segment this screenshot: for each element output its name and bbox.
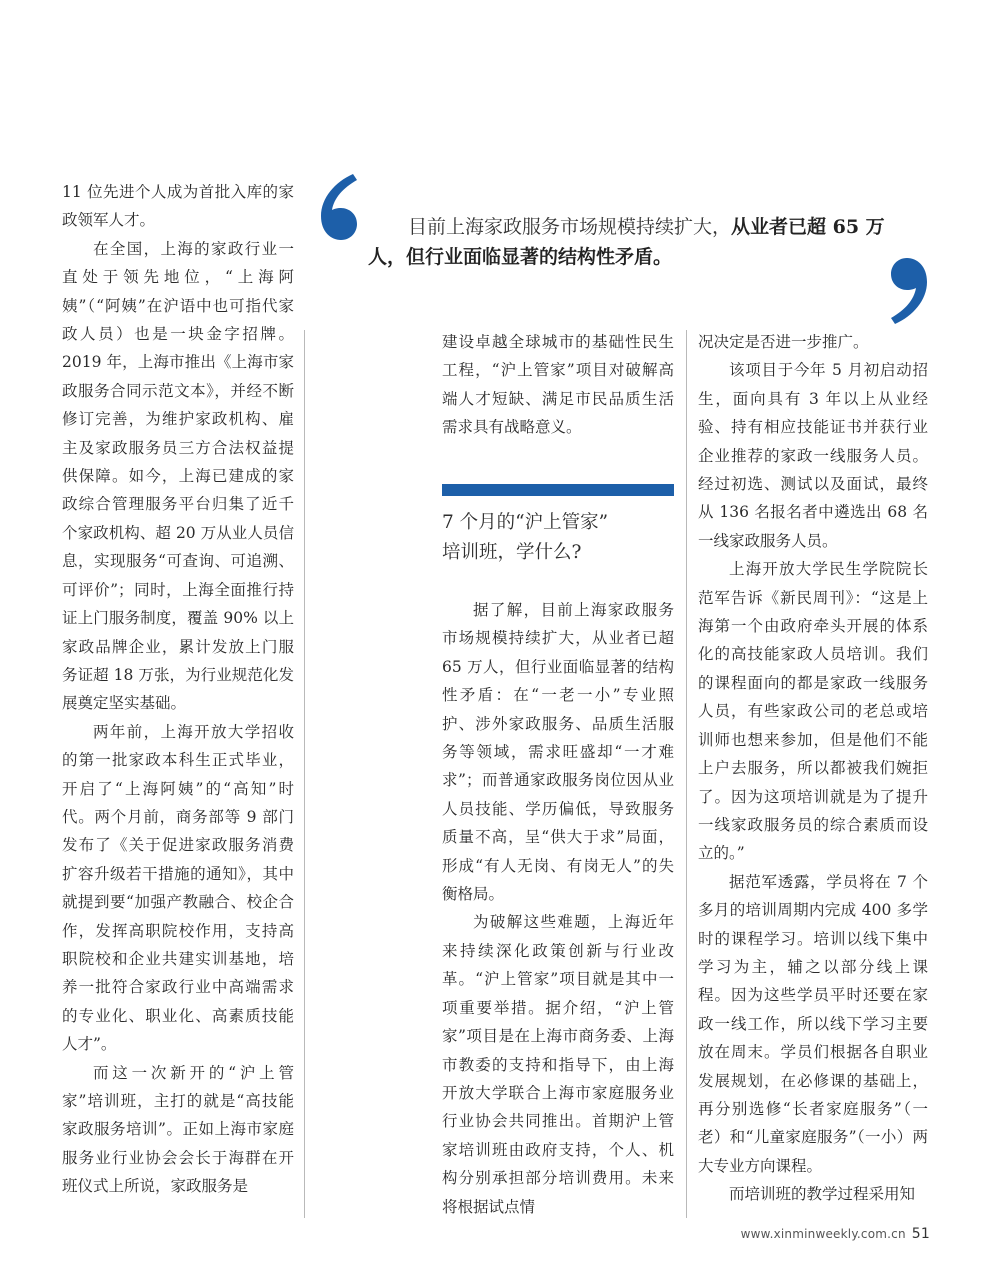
- col3-paragraph-3: 上海开放大学民生学院院长范军告诉《新民周刊》：“这是上海第一个由政府牵头开展的体系化的高技能家政人员培训。我们的课程面向的都是家政一线服务人员，有些家政公司的老总或培训师也想来参加，但是他们不能上户去服务，所以都被我们婉拒了。因为这项培训就是为了提升一线家政服务员的综合素质而设立的。”: [698, 560, 928, 863]
- pull-quote-bold: 从业者已超 65 万人，但行业面临显著的结构性矛盾。: [368, 216, 885, 268]
- column-divider-2: [686, 330, 687, 1218]
- open-quote-icon: [313, 168, 361, 246]
- column-2-body: [442, 596, 674, 1221]
- page-number: 51: [911, 1226, 930, 1242]
- col2b-paragraph-2: 为破解这些难题，上海近年来持续深化政策创新与行业改革。“沪上管家”项目就是其中一项重要举措。据介绍，“沪上管家”项目是在上海市商务委、上海市教委的支持和指导下，由上海开放大学联合上海市家庭服务业行业协会共同推出。首期沪上管家培训班由政府支持，个人、机构分别承担部分培训费用。未来将根据试点情: [442, 913, 674, 1216]
- col2-paragraph-1: 建设卓越全球城市的基础性民生工程，“沪上管家”项目对破解高端人才短缺、满足市民品质生活需求具有战略意义。: [442, 333, 674, 437]
- col1-paragraph-3: 两年前，上海开放大学招收的第一批家政本科生正式毕业，开启了“上海阿姨”的“高知”时代。两个月前，商务部等 9 部门发布了《关于促进家政服务消费扩容升级若干措施的通知》，其中就提到要“加强产教融合、校企合作，发挥高职院校作用，支持高职院校和企业共建实训基地，培养一批符合家政行业中高端需求的专业化、职业化、高素质技能人才”。: [62, 722, 294, 1054]
- column-divider-1: [304, 330, 305, 1218]
- subheading-line-2: 培训班，学什么?: [442, 542, 582, 563]
- pull-quote: [368, 212, 908, 272]
- column-3: [698, 328, 928, 1209]
- pull-quote-lead: 目前上海家政服务市场规模持续扩大，: [408, 216, 732, 238]
- subheading-line-1: 7 个月的“沪上管家”: [442, 512, 609, 533]
- col3-paragraph-1: 况决定是否进一步推广。: [698, 333, 869, 351]
- page-footer: [741, 1226, 930, 1242]
- col1-paragraph-1: 11 位先进个人成为首批入库的家政领军人才。: [62, 183, 294, 230]
- col1-paragraph-4: 而这一次新开的“沪上管家”培训班，主打的就是“高技能家政服务培训”。正如上海市家庭服务业行业协会会长于海群在开班仪式上所说，家政服务是: [62, 1063, 294, 1196]
- column-1: [62, 178, 294, 1201]
- footer-url[interactable]: www.xinminweekly.com.cn: [740, 1227, 906, 1241]
- subhead-bar: [442, 484, 674, 496]
- column-2-top: [442, 328, 674, 442]
- col3-paragraph-2: 该项目于今年 5 月初启动招生，面向具有 3 年以上从业经验、持有相应技能证书并获行业企业推荐的家政一线服务人员。经过初选、测试以及面试，最终从 136 名报名者中遴选出 68 名一线家政服务人员。: [698, 361, 928, 550]
- col2b-paragraph-1: 据了解，目前上海家政服务市场规模持续扩大，从业者已超 65 万人，但行业面临显著的结构性矛盾：在“一老一小”专业照护、涉外家政服务、品质生活服务等领域，需求旺盛却“一才难求”；而普通家政服务岗位因从业人员技能、学历偏低，导致服务质量不高，呈“供大于求”局面，形成“有人无岗、有岗无人”的失衡格局。: [442, 601, 674, 904]
- col3-paragraph-4: 据范军透露，学员将在 7 个多月的培训周期内完成 400 多学时的课程学习。培训以线下集中学习为主，辅之以部分线上课程。因为这些学员平时还要在家政一线工作，所以线下学习主要放在周末。学员们根据各自职业发展规划，在必修课的基础上，再分别选修“长者家庭服务”（一老）和“儿童家庭服务”（一小）两大专业方向课程。: [698, 872, 928, 1175]
- section-subheading: [442, 508, 674, 568]
- col3-paragraph-5: 而培训班的教学过程采用知: [729, 1185, 916, 1204]
- close-quote-icon: [887, 252, 935, 330]
- col1-paragraph-2: 在全国，上海的家政行业一直处于领先地位，“上海阿姨”（“阿姨”在沪语中也可指代家政人员）也是一块金字招牌。2019 年，上海市推出《上海市家政服务合同示范文本》，并经不断修订完善，为维护家政机构、雇主及家政服务员三方合法权益提供保障。如今，上海已建成的家政综合管理服务平台归集了近千个家政机构、超 20 万从业人员信息，实现服务“可查询、可追溯、可评价”；同时，上海全面推行持证上门服务制度，覆盖 90% 以上家政品牌企业，累计发放上门服务证超 18 万张，为行业规范化发展奠定坚实基础。: [62, 239, 294, 713]
